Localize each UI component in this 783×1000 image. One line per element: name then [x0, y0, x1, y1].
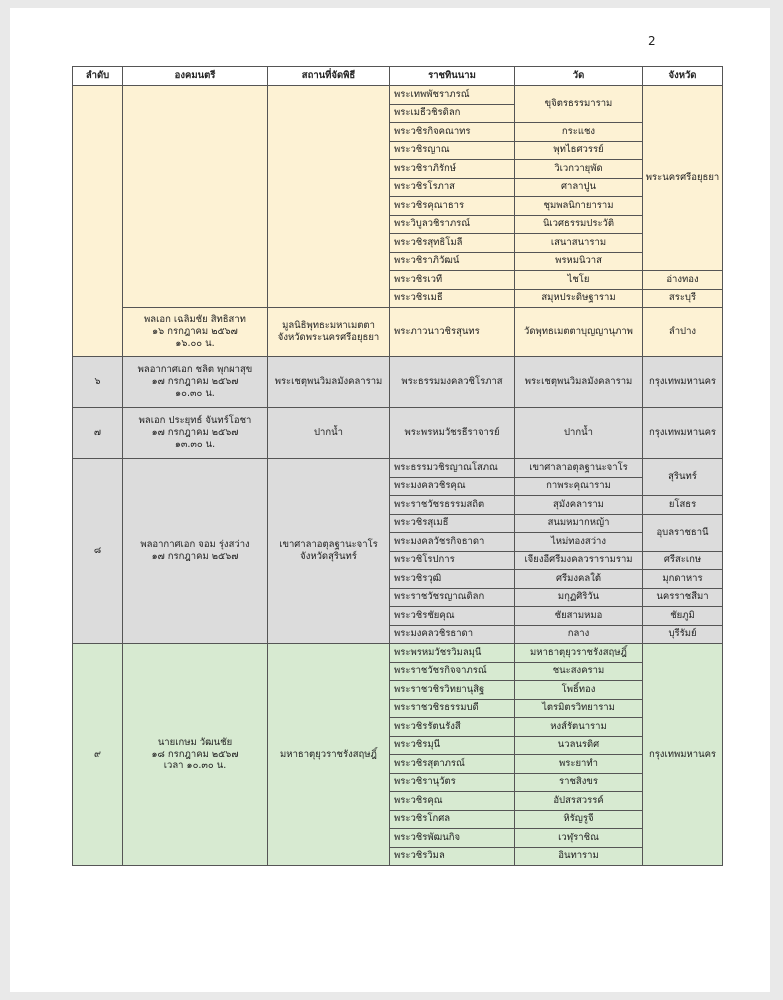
page-number: 2: [648, 34, 656, 48]
cell-temple: ราชสิงขร: [515, 773, 643, 792]
cell-province: อุบลราชธานี: [643, 514, 723, 551]
cell-temple: หิรัญรูจี: [515, 810, 643, 829]
cell-councillor: พลอากาศเอก จอม รุ่งสว่าง ๑๗ กรกฎาคม ๒๕๖๗: [123, 459, 268, 644]
cell-province: ศรีสะเกษ: [643, 551, 723, 570]
cell-temple: กระแชง: [515, 123, 643, 142]
cell-no: ๙: [73, 644, 123, 866]
cell-province: สระบุรี: [643, 289, 723, 308]
cell-temple: พุทไธศวรรย์: [515, 141, 643, 160]
cell-title: พระราชวัชรกิจจาภรณ์: [390, 662, 515, 681]
cell-temple: ไตรมิตรวิทยาราม: [515, 699, 643, 718]
cell-temple: กลาง: [515, 625, 643, 644]
cell-province: บุรีรัมย์: [643, 625, 723, 644]
cell-title: พระวชิรคุณาธาร: [390, 197, 515, 216]
cell-councillor: พลอากาศเอก ชลิต พุกผาสุข ๑๗ กรกฎาคม ๒๕๖๗ ๑๐.๓๐ น.: [123, 357, 268, 408]
cell-title: พระราชวัชรญาณดิลก: [390, 588, 515, 607]
cell-temple: วิเวกวายุพัด: [515, 160, 643, 179]
cell-title: พระวชิราภิวัฒน์: [390, 252, 515, 271]
cell-councillor: นายเกษม วัฒนชัย ๑๘ กรกฎาคม ๒๕๖๗ เวลา ๑๐.๓๐ น.: [123, 644, 268, 866]
cell-title: พระราชวัชรธรรมสถิต: [390, 496, 515, 515]
cell-venue: ปากน้ำ: [268, 408, 390, 459]
cell-title: พระวชิรรัตนรังสี: [390, 718, 515, 737]
cell-temple: เจียงอีศรีมงคลวรารามราม: [515, 551, 643, 570]
cell-temple: อัปสรสวรรค์: [515, 792, 643, 811]
cell-temple: มกุฏศิริวัน: [515, 588, 643, 607]
cell-title: พระวชิรมุนี: [390, 736, 515, 755]
table-row: [73, 408, 723, 459]
cell-temple: ขุจิตรธรรมาราม: [515, 86, 643, 123]
cell-title: พระวิบูลวชิราภรณ์: [390, 215, 515, 234]
cell-no: [73, 86, 123, 357]
cell-title: พระวชิรญาณ: [390, 141, 515, 160]
cell-province: พระนครศรีอยุธยา: [643, 86, 723, 271]
cell-title: พระวชิรโกศล: [390, 810, 515, 829]
cell-province: ลำปาง: [643, 308, 723, 357]
table-header-row: [73, 67, 723, 86]
cell-temple: พรหมนิวาส: [515, 252, 643, 271]
cell-title: พระเทพพัชราภรณ์: [390, 86, 515, 105]
cell-temple: ไชโย: [515, 271, 643, 290]
cell-province: กรุงเทพมหานคร: [643, 357, 723, 408]
cell-title: พระธรรมมงคลวชิโรภาส: [390, 357, 515, 408]
cell-title: พระวชิรชัยคุณ: [390, 607, 515, 626]
cell-title: พระวชิรคุณ: [390, 792, 515, 811]
cell-temple: เวฬุราชิณ: [515, 829, 643, 848]
cell-title: พระวชิรพัฒนกิจ: [390, 829, 515, 848]
cell-title: พระเมธีวชิรดิลก: [390, 104, 515, 123]
cell-province: กรุงเทพมหานคร: [643, 408, 723, 459]
cell-temple: อินทาราม: [515, 847, 643, 866]
cell-venue: มูลนิธิพุทธะมหาเมตตา จังหวัดพระนครศรีอยุธยา: [268, 308, 390, 357]
cell-province: สุรินทร์: [643, 459, 723, 496]
cell-temple: ศาลาปูน: [515, 178, 643, 197]
cell-province: นครราชสีมา: [643, 588, 723, 607]
cell-temple: นิเวศธรรมประวัติ: [515, 215, 643, 234]
cell-no: ๗: [73, 408, 123, 459]
cell-title: พระวชิรวุฒิ: [390, 570, 515, 589]
cell-title: พระวชิโรปการ: [390, 551, 515, 570]
cell-province: กรุงเทพมหานคร: [643, 644, 723, 866]
header-councillor: องคมนตรี: [123, 67, 268, 86]
cell-title: พระวชิรสุตาภรณ์: [390, 755, 515, 774]
document-page: [10, 8, 770, 992]
cell-title: พระวชิรเวที: [390, 271, 515, 290]
cell-no: ๖: [73, 357, 123, 408]
table-row: [73, 459, 723, 478]
cell-no: ๘: [73, 459, 123, 644]
cell-temple: กาพระคุณาราม: [515, 477, 643, 496]
header-province: จังหวัด: [643, 67, 723, 86]
header-no: ลำดับ: [73, 67, 123, 86]
cell-province: อ่างทอง: [643, 271, 723, 290]
cell-title: พระวชิรานุวัตร: [390, 773, 515, 792]
ceremony-table: [72, 66, 723, 866]
cell-title: พระวชิรสุเมธี: [390, 514, 515, 533]
cell-province: ยโสธร: [643, 496, 723, 515]
cell-venue: พระเชตุพนวิมลมังคลาราม: [268, 357, 390, 408]
cell-title: พระธรรมวชิรญาณโสภณ: [390, 459, 515, 478]
cell-title: พระวชิรกิจคณาทร: [390, 123, 515, 142]
cell-title: พระวชิรวิมล: [390, 847, 515, 866]
cell-province: มุกดาหาร: [643, 570, 723, 589]
table-row: [73, 357, 723, 408]
cell-temple: หงส์รัตนาราม: [515, 718, 643, 737]
cell-temple: พระเชตุพนวิมลมังคลาราม: [515, 357, 643, 408]
table-row: [73, 86, 723, 105]
cell-temple: พระยาทำ: [515, 755, 643, 774]
cell-temple: ไหม่ทองสว่าง: [515, 533, 643, 552]
header-venue: สถานที่จัดพิธี: [268, 67, 390, 86]
cell-temple: โพธิ์ทอง: [515, 681, 643, 700]
cell-temple: ชุมพลนิกายาราม: [515, 197, 643, 216]
cell-title: พระราชวชิรวิทยานุสิฐ: [390, 681, 515, 700]
cell-province: ชัยภูมิ: [643, 607, 723, 626]
cell-title: พระวชิรสุทธิโมลี: [390, 234, 515, 253]
cell-temple: ปากน้ำ: [515, 408, 643, 459]
cell-title: พระพรหมวัชรวิมลมุนี: [390, 644, 515, 663]
cell-title: พระวชิราภิรักษ์: [390, 160, 515, 179]
cell-title: พระราชวชิรธรรมบดี: [390, 699, 515, 718]
cell-temple: มหาธาตุยุวราชรังสฤษฎิ์: [515, 644, 643, 663]
cell-temple: วัดพุทธเมตตาบุญญานุภาพ: [515, 308, 643, 357]
cell-title: พระวชิรโรภาส: [390, 178, 515, 197]
cell-venue: มหาธาตุยุวราชรังสฤษฎิ์: [268, 644, 390, 866]
cell-title: พระมงคลวัชรกิจธาดา: [390, 533, 515, 552]
cell-venue: เขาศาลาอตุลฐานะจาโร จังหวัดสุรินทร์: [268, 459, 390, 644]
table-row: [73, 308, 723, 357]
table-row: [73, 644, 723, 663]
cell-title: พระพรหมวัชรธีราจารย์: [390, 408, 515, 459]
cell-councillor: [123, 86, 268, 308]
cell-councillor: พลเอก ประยุทธ์ จันทร์โอชา ๑๗ กรกฎาคม ๒๕๖๗ ๑๓.๓๐ น.: [123, 408, 268, 459]
cell-title: พระมงคลวชิรคุณ: [390, 477, 515, 496]
cell-title: พระวชิรเมธี: [390, 289, 515, 308]
cell-title: พระภาวนาวชิรสุนทร: [390, 308, 515, 357]
header-temple: วัด: [515, 67, 643, 86]
header-title: ราชทินนาม: [390, 67, 515, 86]
cell-councillor: พลเอก เฉลิมชัย สิทธิสาท ๑๖ กรกฎาคม ๒๕๖๗ ๑๖.๐๐ น.: [123, 308, 268, 357]
cell-temple: ชัยสามหมอ: [515, 607, 643, 626]
cell-temple: เขาศาลาอตุลฐานะจาโร: [515, 459, 643, 478]
cell-temple: สนมหมากหญ้า: [515, 514, 643, 533]
cell-temple: เสนาสนาราม: [515, 234, 643, 253]
cell-venue: [268, 86, 390, 308]
cell-temple: สุมังคลาราม: [515, 496, 643, 515]
cell-temple: ศรีมงคลใต้: [515, 570, 643, 589]
cell-temple: สมุหประดิษฐาราม: [515, 289, 643, 308]
cell-temple: ชนะสงคราม: [515, 662, 643, 681]
cell-title: พระมงคลวชิรธาดา: [390, 625, 515, 644]
cell-temple: นวลนรดิศ: [515, 736, 643, 755]
